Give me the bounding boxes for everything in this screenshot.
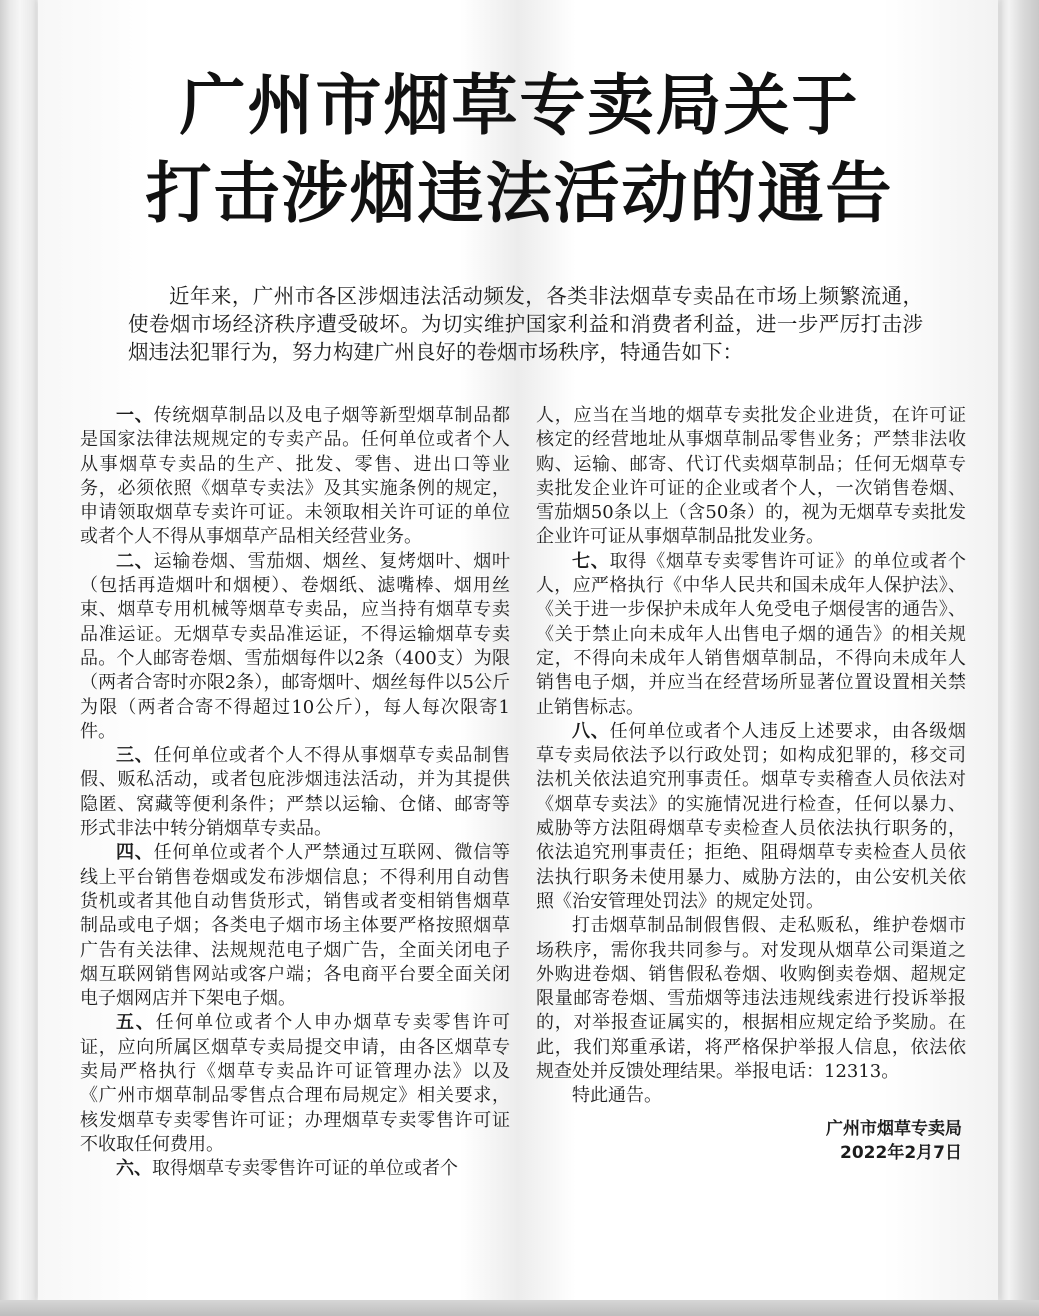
article-2: 二、运输卷烟、雪茄烟、烟丝、复烤烟叶、烟叶（包括再造烟叶和烟梗）、卷烟纸、滤嘴棒、烟用丝束、烟草专用机械等烟草专卖品，应当持有烟草专卖品准运证。无烟草专卖品准运证，不得运输烟草专卖品。个人邮寄卷烟、雪茄烟每件以2条（400支）为限（两者合寄时亦限2条），邮寄烟叶、烟丝每件以5公斤为限（两者合寄不得超过10公斤），每人每次限寄1件。 (80, 550, 511, 742)
issuing-organization: 广州市烟草专卖局 (826, 1118, 962, 1139)
article-5: 五、任何单位或者个人申办烟草专卖零售许可证，应向所属区烟草专卖局提交申请，由各区烟草专卖局严格执行《烟草专卖品许可证管理办法》以及《广州市烟草制品零售点合理布局规定》相关要求，核发烟草专卖零售许可证；办理烟草专卖零售许可证不收取任何费用。 (80, 1012, 511, 1155)
article-1: 一、传统烟草制品以及电子烟等新型烟草制品都是国家法律法规规定的专卖产品。任何单位或者个人从事烟草专卖品的生产、批发、零售、进出口等业务，必须依照《烟草专卖法》及其实施条例的规定，申请领取烟草专卖许可证。未领取相关许可证的单位或者个人不得从事烟草产品相关经营业务。 (80, 405, 511, 548)
closing-paragraph: 打击烟草制品制假售假、走私贩私，维护卷烟市场秩序，需你我共同参与。对发现从烟草公司渠道之外购进卷烟、销售假私卷烟、收购倒卖卷烟、超规定限量邮寄卷烟、雪茄烟等违法违规线索进行投诉举报的，对举报查证属实的，根据相应规定给予奖励。在此，我们郑重承诺，将严格保护举报人信息，依法依规查处并反馈处理结果。举报电话：12313。 (536, 915, 966, 1083)
headline-line-1: 广州市烟草专卖局关于 (179, 67, 860, 144)
article-8: 八、任何单位或者个人违反上述要求，由各级烟草专卖局依法予以行政处罚；如构成犯罪的，移交司法机关依法追究刑事责任。烟草专卖稽查人员依法对《烟草专卖法》的实施情况进行检查，任何以暴力、威胁等方法阻碍烟草专卖检查人员依法执行职务的，依法追究刑事责任；拒绝、阻碍烟草专卖检查人员依法执行职务未使用暴力、威胁方法的，由公安机关依照《治安管理处罚法》的规定处罚。 (536, 720, 967, 912)
left-column (80, 404, 510, 1182)
article-7: 七、取得《烟草专卖零售许可证》的单位或者个人，应严格执行《中华人民共和国未成年人保护法》、《关于进一步保护未成年人免受电子烟侵害的通告》、《关于禁止向未成年人出售电子烟的通告》的相关规定，不得向未成年人销售烟草制品，不得向未成年人销售电子烟，并应当在经营场所显著位置设置相关禁止销售标志。 (536, 550, 967, 718)
headline-line-2: 打击涉烟违法活动的通告 (145, 155, 894, 232)
page-bottom-shadow (0, 1300, 1039, 1316)
issue-date: 2022年2月7日 (840, 1142, 962, 1163)
right-column (536, 404, 966, 1165)
article-6-continued: 人，应当在当地的烟草专卖批发企业进货，在许可证核定的经营地址从事烟草制品零售业务；严禁非法收购、运输、邮寄、代订代卖烟草制品；任何无烟草专卖批发企业许可证的企业或者个人，一次销售卷烟、雪茄烟50条以上（含50条）的，视为无烟草专卖批发企业许可证从事烟草制品批发业务。 (536, 405, 966, 548)
article-6-start: 六、取得烟草专卖零售许可证的单位或者个 (116, 1158, 458, 1180)
article-3: 三、任何单位或者个人不得从事烟草专卖品制售假、贩私活动，或者包庇涉烟违法活动，并为其提供隐匿、窝藏等便利条件；严禁以运输、仓储、邮寄等形式非法中转分销烟草专卖品。 (80, 745, 511, 840)
intro-paragraph: 近年来，广州市各区涉烟违法活动频发，各类非法烟草专卖品在市场上频繁流通，使卷烟市场经济秩序遭受破坏。为切实维护国家利益和消费者利益，进一步严厉打击涉烟违法犯罪行为，努力构建广州良好的卷烟市场秩序，特通告如下： (128, 284, 923, 364)
article-4: 四、任何单位或者个人严禁通过互联网、微信等线上平台销售卷烟或发布涉烟信息；不得利用自动售货机或者其他自动售货形式，销售或者变相销售烟草制品或电子烟；各类电子烟市场主体要严格按照烟草广告有关法律、法规规范电子烟广告，全面关闭电子烟互联网销售网站或客户端；各电商平台要全面关闭电子烟网店并下架电子烟。 (80, 842, 511, 1010)
signature-block (536, 1117, 962, 1165)
ending-line: 特此通告。 (572, 1085, 662, 1107)
